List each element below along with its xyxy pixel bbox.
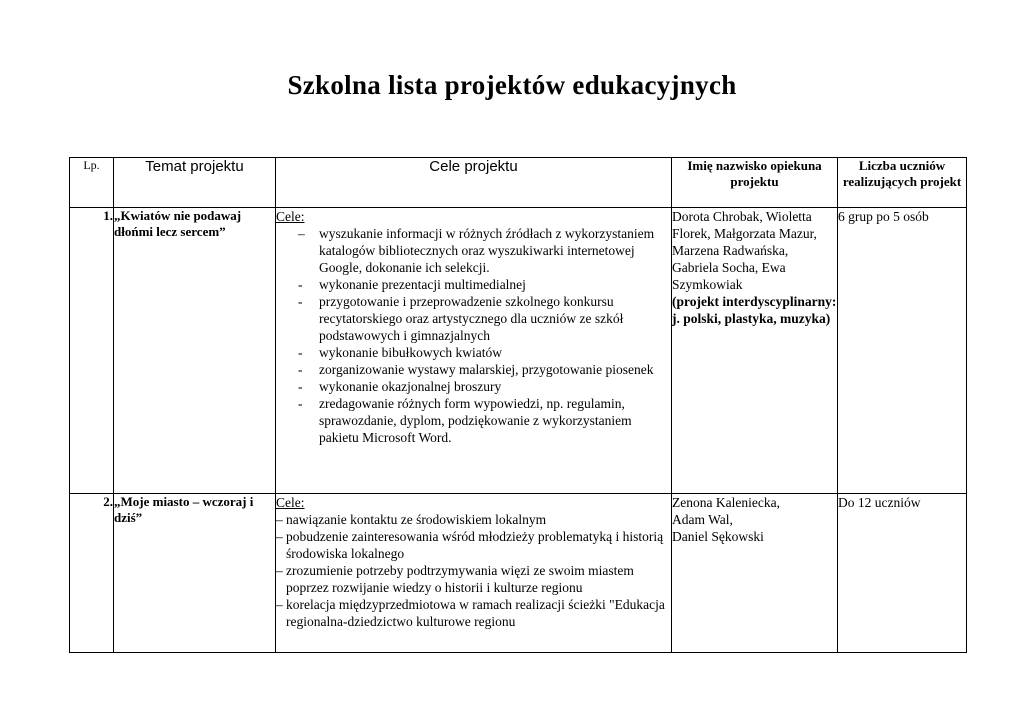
- goal-item: - wykonanie bibułkowych kwiatów: [298, 345, 502, 360]
- goal-item: - wykonanie okazjonalnej broszury: [298, 379, 502, 394]
- goal-item: – pobudzenie zainteresowania wśród młodzieży problematyką i historią środowiska lokalnego: [276, 529, 664, 561]
- header-students: Liczba uczniów realizujących projekt: [838, 158, 967, 208]
- row-number: 1.: [70, 208, 114, 494]
- supervisor-name: Adam Wal,: [672, 512, 733, 527]
- supervisor-names: Dorota Chrobak, Wioletta Florek, Małgorzata Mazur, Marzena Radwańska, Gabriela Socha, Ewa Szymkowiak: [672, 209, 817, 292]
- goal-item: - przygotowanie i przeprowadzenie szkolnego konkursu recytatorskiego oraz artystycznego dla uczniów ze szkół podstawowych i gimnazjalnych: [298, 294, 624, 343]
- table-row: [70, 208, 967, 494]
- supervisor-name: Daniel Sękowski: [672, 529, 764, 544]
- project-goals: [276, 494, 672, 653]
- supervisor-name: Zenona Kaleniecka,: [672, 495, 780, 510]
- goal-item: – nawiązanie kontaktu ze środowiskiem lokalnym: [276, 512, 547, 527]
- page-title: Szkolna lista projektów edukacyjnych: [287, 70, 737, 100]
- header-goals: Cele projektu: [276, 158, 672, 208]
- student-count: Do 12 uczniów: [838, 494, 967, 653]
- projects-table: [69, 157, 967, 653]
- goal-item: - wykonanie prezentacji multimedialnej: [298, 277, 526, 292]
- goals-label: Cele:: [276, 495, 305, 510]
- goals-label: Cele:: [276, 209, 305, 224]
- supervisor-note: (projekt interdyscyplinarny: j. polski, plastyka, muzyka): [672, 294, 837, 326]
- student-count: 6 grup po 5 osób: [838, 208, 967, 494]
- project-goals: [276, 208, 672, 494]
- header-lp: Lp.: [70, 158, 114, 208]
- row-number: 2.: [70, 494, 114, 653]
- goals-list: [276, 225, 671, 446]
- goal-item: – korelacja międzyprzedmiotowa w ramach realizacji ścieżki "Edukacja regionalna-dziedzictwo kulturowe regionu: [276, 597, 665, 629]
- goal-item: - zorganizowanie wystawy malarskiej, przygotowanie piosenek: [298, 362, 654, 377]
- header-supervisor: Imię nazwisko opiekuna projektu: [672, 158, 838, 208]
- goal-item: – zrozumienie potrzeby podtrzymywania więzi ze swoim miastem poprzez rozwijanie wiedzy o historii i kulturze regionu: [276, 563, 634, 595]
- goals-list: [276, 511, 671, 630]
- project-topic: „Moje miasto – wczoraj i dziś”: [114, 494, 276, 653]
- goal-item: - zredagowanie różnych form wypowiedzi, np. regulamin, sprawozdanie, dyplom, podziękowanie z wykorzystaniem pakietu Microsoft Word.: [298, 396, 632, 445]
- project-supervisor: [672, 208, 838, 494]
- table-header-row: [70, 158, 967, 208]
- goal-item: – wyszukanie informacji w różnych źródłach z wykorzystaniem katalogów bibliotecznych oraz wyszukiwarki internetowej Google, dokonanie ich selekcji.: [298, 226, 655, 275]
- project-topic: „Kwiatów nie podawaj dłońmi lecz sercem”: [114, 208, 276, 494]
- header-topic: Temat projektu: [114, 158, 276, 208]
- project-supervisor: [672, 494, 838, 653]
- table-row: [70, 494, 967, 653]
